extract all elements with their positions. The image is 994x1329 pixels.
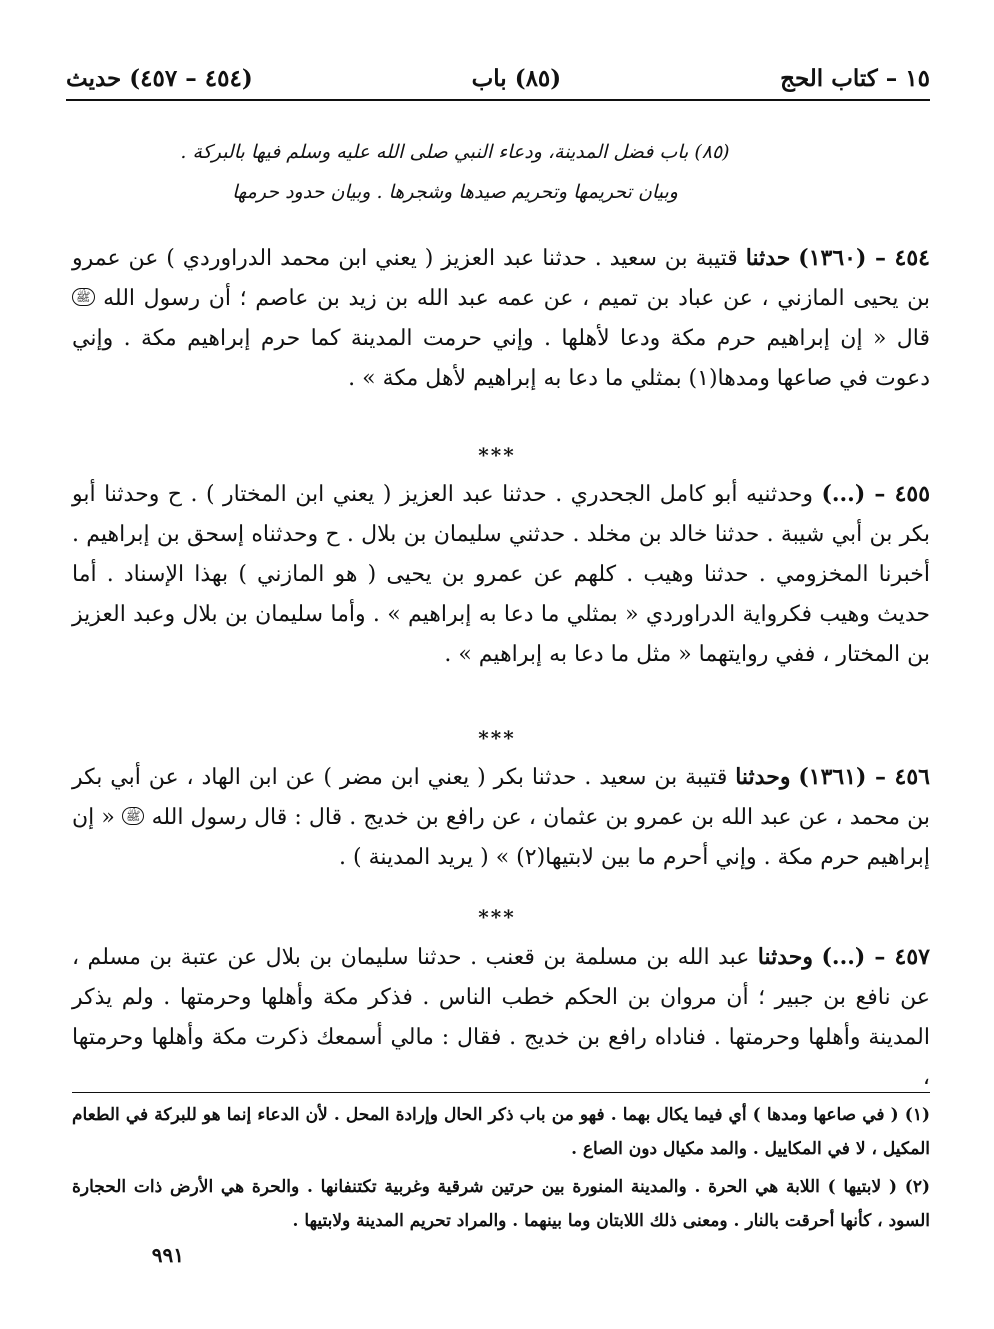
header-chapter: (٨٥) باب (471, 64, 562, 92)
pbuh-icon: ﷺ (72, 288, 95, 306)
page-number: ٩٩١ (151, 1243, 184, 1267)
section-separator: *** (478, 726, 516, 750)
hadith-opening: وحدثنا (735, 764, 791, 790)
footnote-1: (١) ( في صاعها ومدها ) أي فيما يكال بهما . فهو من باب ذكر الحال وإرادة المحل . لأن الدعاء إنما هو للبركة في الطعام المكيل ، لا في المكاييل . والمد مكيال دون الصاع . (72, 1105, 930, 1159)
hadith-text: عبد الله بن مسلمة بن قعنب . حدثنا سليمان بن بلال عن عتبة بن مسلم ، عن نافع بن جبير ؛ أن مروان بن الحكم خطب الناس . فذكر مكة وأهلها وحرمتها . ولم يذكر المدينة وأهلها وحرمتها . فناداه رافع بن خديج . فقال : مالي أسمعك ذكرت مكة وأهلها وحرمتها ، (72, 945, 930, 1090)
hadith-text-cont: « إن إبراهيم حرم مكة . وإني أحرم ما بين لابتيها(٢) » ( يريد المدينة ) . (72, 805, 930, 870)
hadith-opening: وحدثنا (757, 944, 814, 970)
section-separator: *** (478, 443, 516, 467)
hadith-456 (72, 757, 930, 878)
hadith-text: قتيبة بن سعيد . حدثنا عبد العزيز ( يعني ابن محمد الدراوردي ) عن عمرو بن يحيى المازني ، عن عباد بن تميم ، عن عمه عبد الله بن زيد بن عاصم ؛ أن رسول الله (72, 246, 930, 311)
section-separator: *** (478, 905, 516, 929)
hadith-number: ٤٥٦ – (١٣٦١) (798, 764, 930, 790)
chapter-heading (150, 132, 760, 212)
header-book-title: ١٥ – كتاب الحج (780, 64, 930, 92)
pbuh-icon: ﷺ (122, 807, 145, 825)
chapter-title-line-1: (٨٥) باب فضل المدينة، ودعاء النبي صلى الله عليه وسلم فيها بالبركة . (180, 141, 730, 163)
footnotes (72, 1098, 930, 1242)
hadith-text: وحدثنيه أبو كامل الجحدري . حدثنا عبد العزيز ( يعني ابن المختار ) . ح وحدثنا أبو بكر بن أبي شيبة . حدثنا خالد بن مخلد . حدثني سليمان بن بلال . ح وحدثناه إسحق بن إبراهيم . أخبرنا المخزومي . حدثنا وهيب . كلهم عن عمرو بن يحيى ( هو المازني ) بهذا الإسناد . أما حديث وهيب فكرواية الدراوردي « بمثلي ما دعا به إبراهيم » . وأما سليمان بن بلال وعبد العزيز بن المختار ، ففي روايتهما « مثل ما دعا به إبراهيم » . (72, 482, 930, 667)
hadith-455 (72, 474, 930, 675)
hadith-number: ٤٥٤ – (١٣٦٠) (798, 245, 930, 271)
running-header (66, 58, 930, 98)
hadith-454 (72, 238, 930, 399)
hadith-457 (72, 937, 930, 1098)
footnote-rule (72, 1092, 930, 1093)
header-rule (66, 99, 930, 101)
hadith-opening: حدثنا (745, 245, 791, 271)
hadith-number: ٤٥٥ – (...) (821, 481, 931, 507)
hadith-number: ٤٥٧ – (...) (821, 944, 930, 970)
chapter-title-line-2: وبيان تحريمها وتحريم صيدها وشجرها . وبيان حدود حرمها (232, 181, 678, 203)
hadith-text-cont: قال « إن إبراهيم حرم مكة ودعا لأهلها . وإني حرمت المدينة كما حرم إبراهيم مكة . وإني دعوت في صاعها ومدها(١) بمثلي ما دعا به إبراهيم لأهل مكة » . (72, 326, 930, 391)
header-hadith-range: (٤٥٤ – ٤٥٧) حديث (66, 64, 253, 92)
hadith-text: قتيبة بن سعيد . حدثنا بكر ( يعني ابن مضر ) عن ابن الهاد ، عن أبي بكر بن محمد ، عن عبد الله بن عمرو بن عثمان ، عن رافع بن خديج . قال : قال رسول الله (72, 765, 930, 830)
footnote-2: (٢) ( لابتيها ) اللابة هي الحرة . والمدينة المنورة بين حرتين شرقية وغربية تكتنفانها . والحرة هي الأرض ذات الحجارة السود ، كأنها أحرقت بالنار . ومعنى ذلك اللابتان وما بينهما . والمراد تحريم المدينة ولابتيها . (72, 1177, 930, 1231)
